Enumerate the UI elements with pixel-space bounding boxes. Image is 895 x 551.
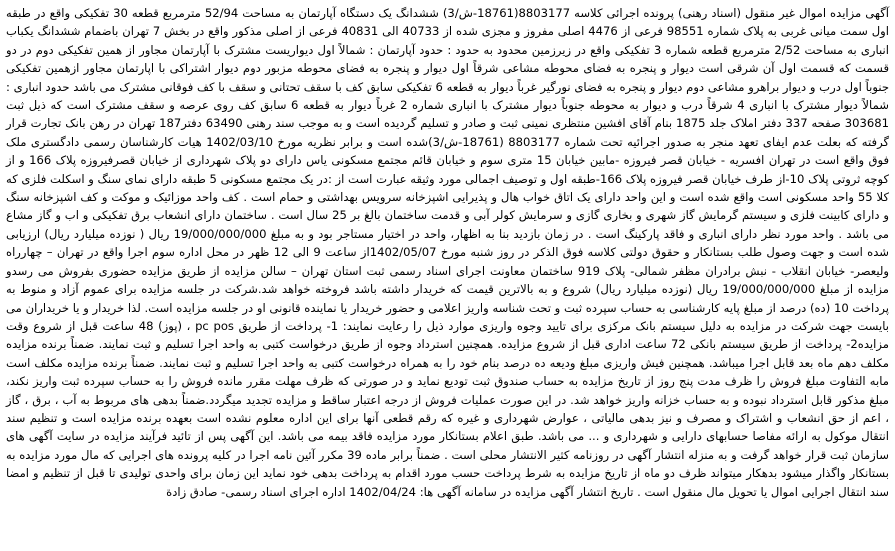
notice-body-text: آگهی مزایده اموال غیر منقول (اسناد رهنی) پرونده اجرائی کلاسه 8803177(18761-ش/3) ششدانگ یک دستگاه آپارتمان به مساحت 52/94 مترمربع قطعه 30 تفکیکی واقع در طبقه اول سمت میانی غربی به پلاک شماره 98551 فرعی از 4476 اصلی مفروز و مجزی شده از 40733 الی 40831 فرعی از اصلی مذکور واقع در بخش 7 تهران باضمام ششدانگ یکباب انباری به مساحت 2/52 مترمربع قطعه شماره 3 تفکیکی واقع در زیرزمین محدود به حدود : حدود آپارتمان : شمالاً اول دیواریست مشترک با آپارتمان مجاور از همین تفکیکی دوم در دو قسمت که قسمت اول آن شرقی است دیوار و پنجره به فضای محوطه مشاعی شرقاً اول دیوار و پنجره به فضای محوطه مزبور دوم دیوار اشتراکی با اپارتمان مجاور ازهمین تفکیکی جنوباً اول درب و دیوار براهرو مشاعی دوم دیوار و پنجره به فضای نورگیر غرباً دیوار به قطعه 6 تفکیکی سابق کف با سقف تحتانی و سقف با کف فوقانی مشترک می باشد حدود انباری : شمالاً دیوار مشترک با انباری 4 شرقاً درب و دیوار به محوطه جنوباً دیوار مشترک با انباری شماره 2 غرباً دیوار به قطعه 6 سابق کف روی عرصه و سقف مشترک است که ذیل ثبت 303681 صفحه 337 دفتر املاک جلد 1875 بنام آقای افشین منتظری نمینی ثبت و صادر و تسلیم گردیده است و به موجب سند رهنی 63490 دفتر187 تهران در رهن بانک تجارت قرار گرفته که بعلت عدم ایفای تعهد منجر به صدور اجرائیه تحت شماره 8803177 (18761-ش/3)شده است و برابر نظریه مورخ 1402/03/10 هیات کارشناسان رسمی دادگستری ملک فوق واقع است در تهران افسریه - خیابان قصر فیروزه -مابین خیابان 15 متری سوم و خیابان قائم مجتمع مسکونی یاس دارای دو پلاک شهرداری از خیابان قصرفیروزه پلاک 166 و از کوچه ثروتی پلاک 10-از طرف خیابان قصر فیروزه پلاک 166-طبقه اول و توصیف اجمالی مورد وثیقه عبارت است از :در یک مجتمع مسکونی 5 طبقه دارای نمای سنگ و اسکلت فلزی که کلا 55 واحد مسکونی است واقع شده است و این واحد دارای یک اتاق خواب هال و پذیرایی اشپزخانه سرویس بهداشتی و حمام است . کف واحد موزائیک و موکت و کف اشپزخانه سنگ و دارای کابینت فلزی و سیستم گرمایش گاز شهری و بخاری گازی و سرمایش کولر آبی و قدمت ساختمان بالغ بر 25 سال است . ساختمان دارای انشعاب برق تفکیکی و اب و گاز مشاع می باشد . واحد مورد نظر دارای انباری و فاقد پارکینگ است . در زمان بازدید بنا به اظهار، واحد در اختیار مستاجر بود و به مبلغ 19/000/000/000 ریال ( نوزده میلیارد ریال) ارزیابی شده است و جهت وصول طلب بستانکار و حقوق دولتی کلاسه فوق الذکر در روز شنبه مورخ 1402/05/07از ساعت 9 الی 12 ظهر در محل اداره سوم اجرا واقع در تهران – چهارراه ولیعصر- خیابان انقلاب - نبش برادران مظفر شمالی- پلاک 919 ساختمان معاونت اجرای اسناد رسمی ثبت استان تهران – سالن مزایده از طریق مزایده حضوری بفروش می رسدو مزایده از مبلغ 19/000/000/000 ریال (نوزده میلیارد ریال) شروع و به بالاترین قیمت که خریدار داشته باشد فروخته خواهد شد.شرکت در جلسه مزایده برای عموم آزاد و منوط به پرداخت 10 (ده) درصد از مبلغ پایه کارشناسی به حساب سپرده ثبت و تحت شناسه واریز اعلامی و حضور خریدار یا نماینده قانونی او در جلسه مزایده است. لذا خریدار و یا خریداران می بایست جهت شرکت در مزایده به دلیل سیستم بانک مرکزی برای تایید وجوه واریزی موارد ذیل را رعایت نمایند: 1- پرداخت از طریق pc pos ، (پوز) 48 ساعت قبل از شروع وقت مزایده2- پرداخت از طریق سیستم بانکی 72 ساعت اداری قبل از شروع مزایده. همچنین استرداد وجوه از طریق درخواست کتبی به واحد اجرا تسلیم و ثبت نمایند. ضمناً برنده مزایده مکلف دهم ماه بعد قابل اجرا میباشد. همچنین فیش واریزی مبلغ ودیعه ده درصد بنام خود را به همراه درخواست کتبی به واحد اجرا تسلیم و ثبت نمایند. ضمناً برنده مزایده مکلف است مابه التفاوت مبلغ فروش را ظرف مدت پنج روز از تاریخ مزایده به حساب صندوق ثبت تودیع نماید و در صورتی که ظرف مهلت مقرر مانده فروش را به حساب سپرده ثبت واریز نکند، مبلغ مذکور قابل استرداد نبوده و به حساب خزانه واریز خواهد شد. در این صورت عملیات فروش از درجه اعتبار ساقط و مزایده تجدید میگردد.ضمناً بدهی های مربوط به آب ، برق ، گاز ، اعم از حق انشعاب و اشتراک و مصرف و نیز بدهی مالیاتی ، عوارض شهرداری و غیره که رقم قطعی آنها برای این اداره معلوم نشده است بعهده برنده مزایده است و تنظیم سند انتقال موکول به ارائه مفاصا حسابهای دارایی و شهرداری و ... می باشد. طبق اعلام بستانکار مورد مزایده فاقد بیمه می باشد. این آگهی پس از تائید فرآیند مزایده در سایت آگهی های سازمان ثبت قرار خواهد گرفت و به منزله انتشار آگهی در روزنامه کثیر الانتشار محلی است . ضمناً برابر ماده 39 مکرر آئین نامه اجرا در کلیه پرونده های اجرایی که مال مورد مزایده به بستانکار واگذار میشود بدهکار میتواند ظرف دو ماه از تاریخ مزایده به شرط پرداخت حسب مورد اقدام به پرداخت بدهی خود نماید این زمان برای واحدی تولیدی تا قبل از تنظیم و امضا سند انتقال اجرایی اموال یا تحویل مال منقول است . تاریخ انتشار آگهی مزایده در سامانه آگهی ها: 1402/04/24 اداره اجرای اسناد رسمی- صادق زادة bbox=[6, 6, 890, 499]
